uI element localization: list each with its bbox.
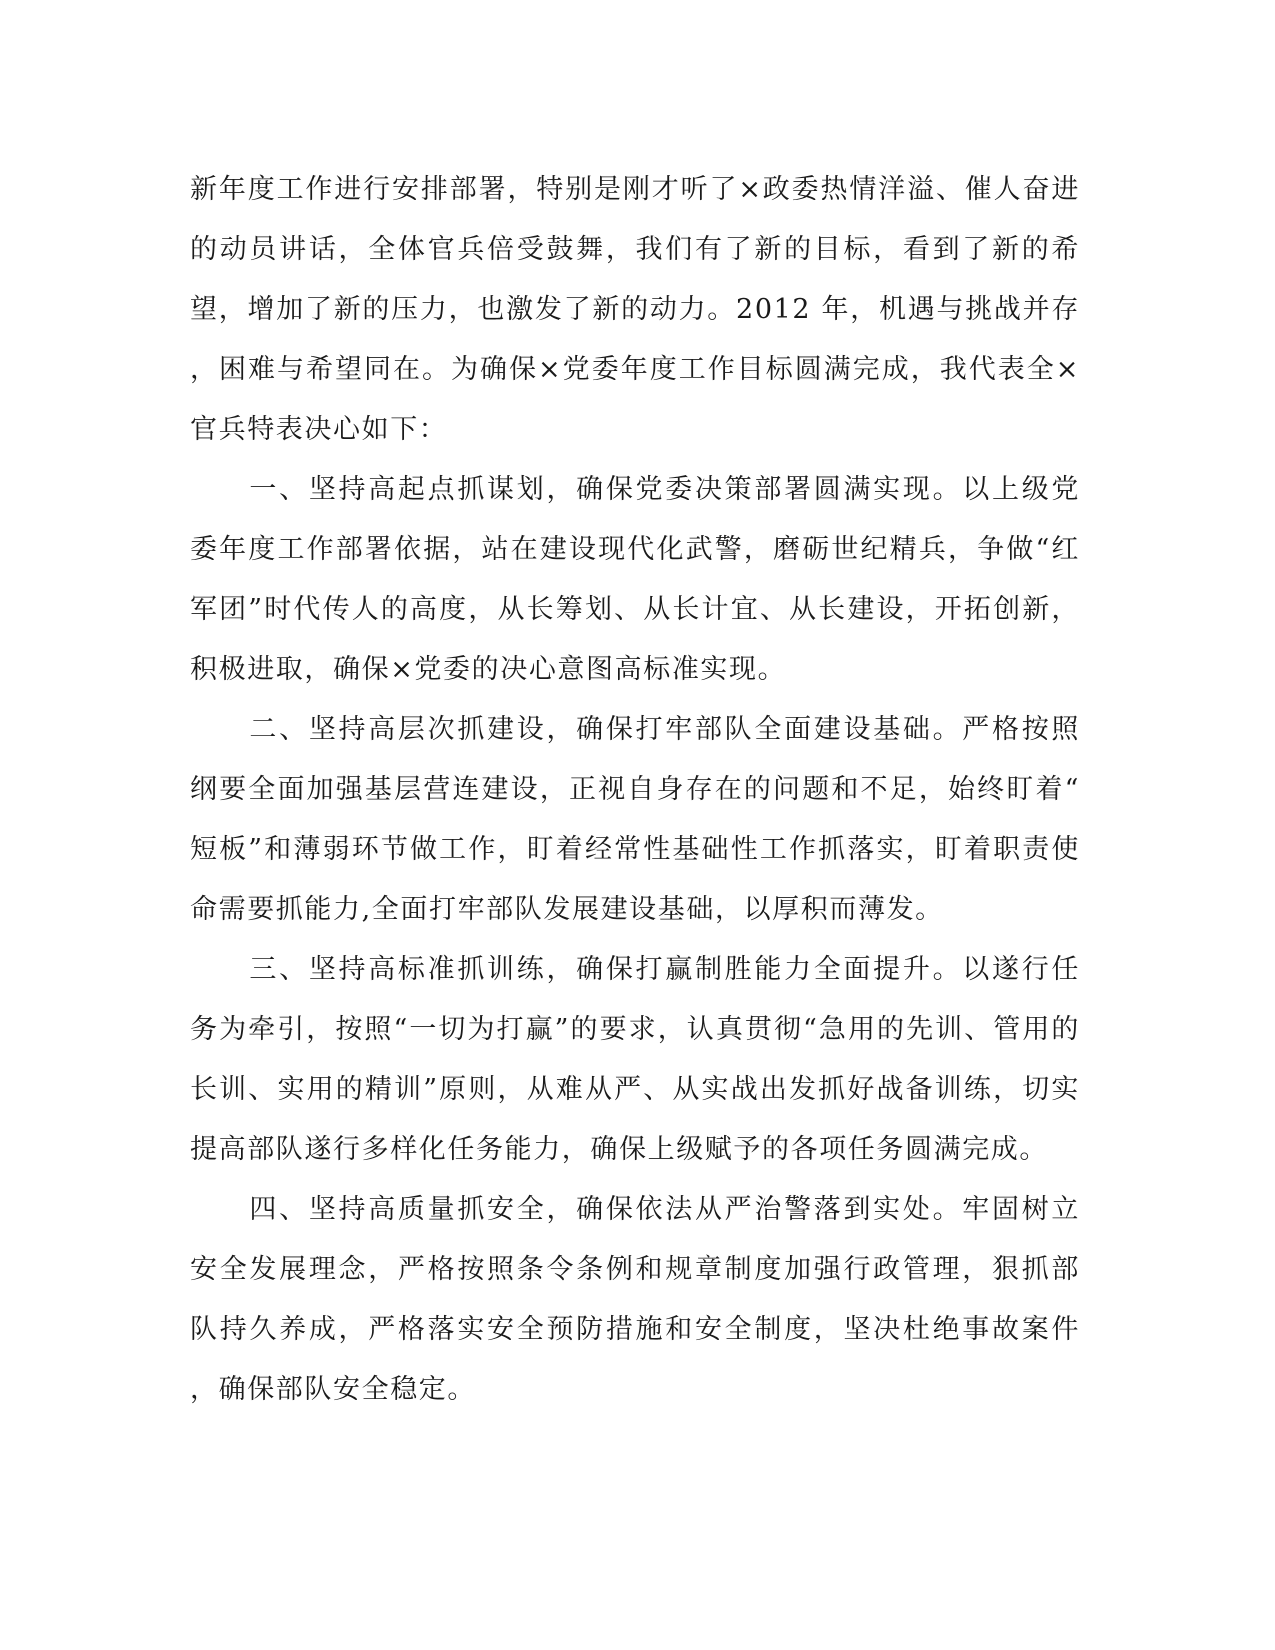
text-line: 望，增加了新的压力，也激发了新的动力。2012 年，机遇与挑战并存 [190, 294, 1080, 325]
text-line: 军团”时代传人的高度，从长筹划、从长计宜、从长建设，开拓创新， [190, 594, 1080, 625]
text-line: 务为牵引，按照“一切为打赢”的要求，认真贯彻“急用的先训、管用的 [190, 1014, 1080, 1045]
text-line: 四、坚持高质量抓安全，确保依法从严治警落到实处。牢固树立 [190, 1194, 1080, 1225]
text-line: 一、坚持高起点抓谋划，确保党委决策部署圆满实现。以上级党 [190, 474, 1080, 505]
text-line: 长训、实用的精训”原则，从难从严、从实战出发抓好战备训练，切实 [190, 1074, 1080, 1105]
text-line: 队持久养成，严格落实安全预防措施和安全制度，坚决杜绝事故案件 [190, 1314, 1080, 1345]
text-line: 短板”和薄弱环节做工作，盯着经常性基础性工作抓落实，盯着职责使 [190, 834, 1080, 865]
text-line: ，确保部队安全稳定。 [190, 1374, 476, 1405]
text-line: 提高部队遂行多样化任务能力，确保上级赋予的各项任务圆满完成。 [190, 1134, 1048, 1165]
text-line: 官兵特表决心如下： [190, 414, 448, 445]
text-line: 三、坚持高标准抓训练，确保打赢制胜能力全面提升。以遂行任 [190, 954, 1080, 985]
text-line: 安全发展理念，严格按照条令条例和规章制度加强行政管理，狠抓部 [190, 1254, 1080, 1285]
text-line: ，困难与希望同在。为确保×党委年度工作目标圆满完成，我代表全× [190, 354, 1080, 385]
document-body [190, 160, 1080, 1420]
text-line: 的动员讲话，全体官兵倍受鼓舞，我们有了新的目标，看到了新的希 [190, 234, 1080, 265]
text-line: 新年度工作进行安排部署，特别是刚才听了×政委热情洋溢、催人奋进 [190, 174, 1080, 205]
text-line: 二、坚持高层次抓建设，确保打牢部队全面建设基础。严格按照 [190, 714, 1080, 745]
text-line: 纲要全面加强基层营连建设，正视自身存在的问题和不足，始终盯着“ [190, 774, 1080, 805]
text-line: 委年度工作部署依据，站在建设现代化武警，磨砺世纪精兵，争做“红 [190, 534, 1080, 565]
text-line: 积极进取，确保×党委的决心意图高标准实现。 [190, 654, 787, 685]
text-line: 命需要抓能力,全面打牢部队发展建设基础，以厚积而薄发。 [190, 894, 944, 925]
